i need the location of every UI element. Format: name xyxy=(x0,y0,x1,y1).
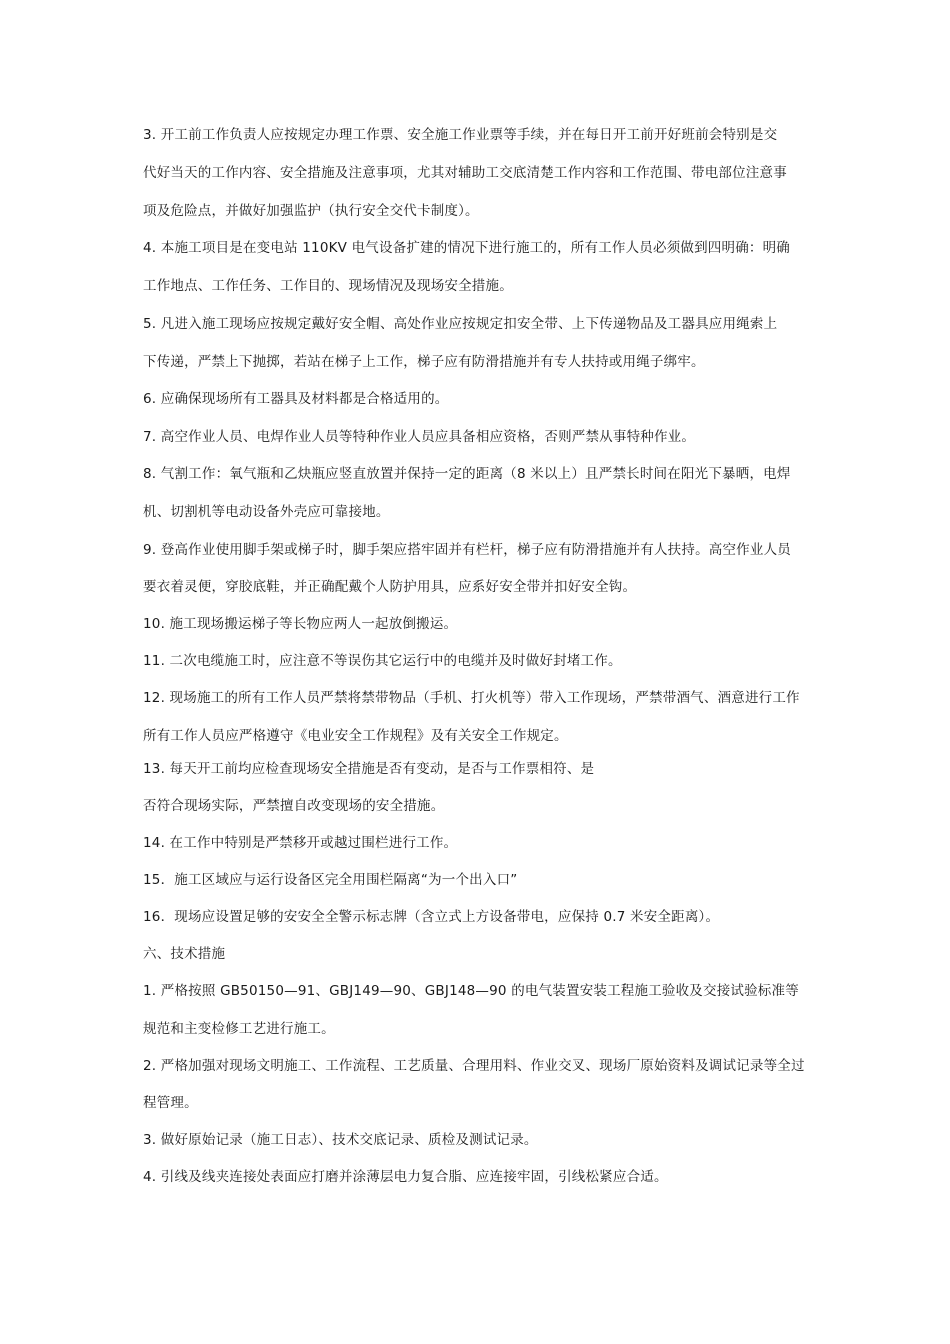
text-line: 8. 气割工作：氧气瓶和乙炔瓶应竖直放置并保持一定的距离（8 米以上）且严禁长时间在阳光下暴晒，电焊 xyxy=(143,466,791,482)
text-line: 2. 严格加强对现场文明施工、工作流程、工艺质量、合理用料、作业交叉、现场厂原始资料及调试记录等全过 xyxy=(143,1058,805,1074)
text-line: 3. 做好原始记录（施工日志）、技术交底记录、质检及测试记录。 xyxy=(143,1132,538,1148)
section-heading: 六、技术措施 xyxy=(143,946,226,962)
text-line: 4. 引线及线夹连接处表面应打磨并涂薄层电力复合脂、应连接牢固，引线松紧应合适。 xyxy=(143,1169,668,1185)
text-line: 工作地点、工作任务、工作目的、现场情况及现场安全措施。 xyxy=(143,278,513,294)
text-line: 下传递，严禁上下抛掷，若站在梯子上工作，梯子应有防滑措施并有专人扶持或用绳子绑牢。 xyxy=(143,354,705,370)
text-line: 3. 开工前工作负责人应按规定办理工作票、安全施工作业票等手续，并在每日开工前开好班前会特别是交 xyxy=(143,127,778,143)
text-line: 9. 登高作业使用脚手架或梯子时，脚手架应搭牢固并有栏杆，梯子应有防滑措施并有人扶持。高空作业人员 xyxy=(143,542,791,558)
text-line: 5. 凡进入施工现场应按规定戴好安全帽、高处作业应按规定扣安全带、上下传递物品及工器具应用绳索上 xyxy=(143,316,778,332)
text-line: 代好当天的工作内容、安全措施及注意事项，尤其对辅助工交底清楚工作内容和工作范围、带电部位注意事 xyxy=(143,165,787,181)
text-line: 4. 本施工项目是在变电站 110KV 电气设备扩建的情况下进行施工的，所有工作人员必须做到四明确：明确 xyxy=(143,240,791,256)
text-line: 13. 每天开工前均应检查现场安全措施是否有变动，是否与工作票相符、是 xyxy=(143,761,595,777)
text-line: 程管理。 xyxy=(143,1095,198,1111)
text-line: 15．施工区域应与运行设备区完全用围栏隔离“为一个出入口” xyxy=(143,872,518,888)
text-line: 6. 应确保现场所有工器具及材料都是合格适用的。 xyxy=(143,391,449,407)
text-line: 机、切割机等电动设备外壳应可靠接地。 xyxy=(143,504,390,520)
text-line: 10. 施工现场搬运梯子等长物应两人一起放倒搬运。 xyxy=(143,616,458,632)
text-line: 12. 现场施工的所有工作人员严禁将禁带物品（手机、打火机等）带入工作现场，严禁带酒气、酒意进行工作 xyxy=(143,690,800,706)
text-line: 11. 二次电缆施工时，应注意不等误伤其它运行中的电缆并及时做好封堵工作。 xyxy=(143,653,622,669)
text-line: 7. 高空作业人员、电焊作业人员等特种作业人员应具备相应资格，否则严禁从事特种作业。 xyxy=(143,429,696,445)
text-line: 16．现场应设置足够的安安全全警示标志牌（含立式上方设备带电，应保持 0.7 米安全距离）。 xyxy=(143,909,720,925)
text-line: 14. 在工作中特别是严禁移开或越过围栏进行工作。 xyxy=(143,835,458,851)
text-line: 规范和主变检修工艺进行施工。 xyxy=(143,1021,335,1037)
text-line: 1. 严格按照 GB50150—91、GBJ149—90、GBJ148—90 的电气装置安装工程施工验收及交接试验标准等 xyxy=(143,983,799,999)
text-line: 否符合现场实际，严禁擅自改变现场的安全措施。 xyxy=(143,798,445,814)
text-line: 项及危险点，并做好加强监护（执行安全交代卡制度）。 xyxy=(143,203,479,219)
text-line: 要衣着灵便，穿胶底鞋，并正确配戴个人防护用具，应系好安全带并扣好安全钩。 xyxy=(143,579,637,595)
text-line: 所有工作人员应严格遵守《电业安全工作规程》及有关安全工作规定。 xyxy=(143,728,568,744)
